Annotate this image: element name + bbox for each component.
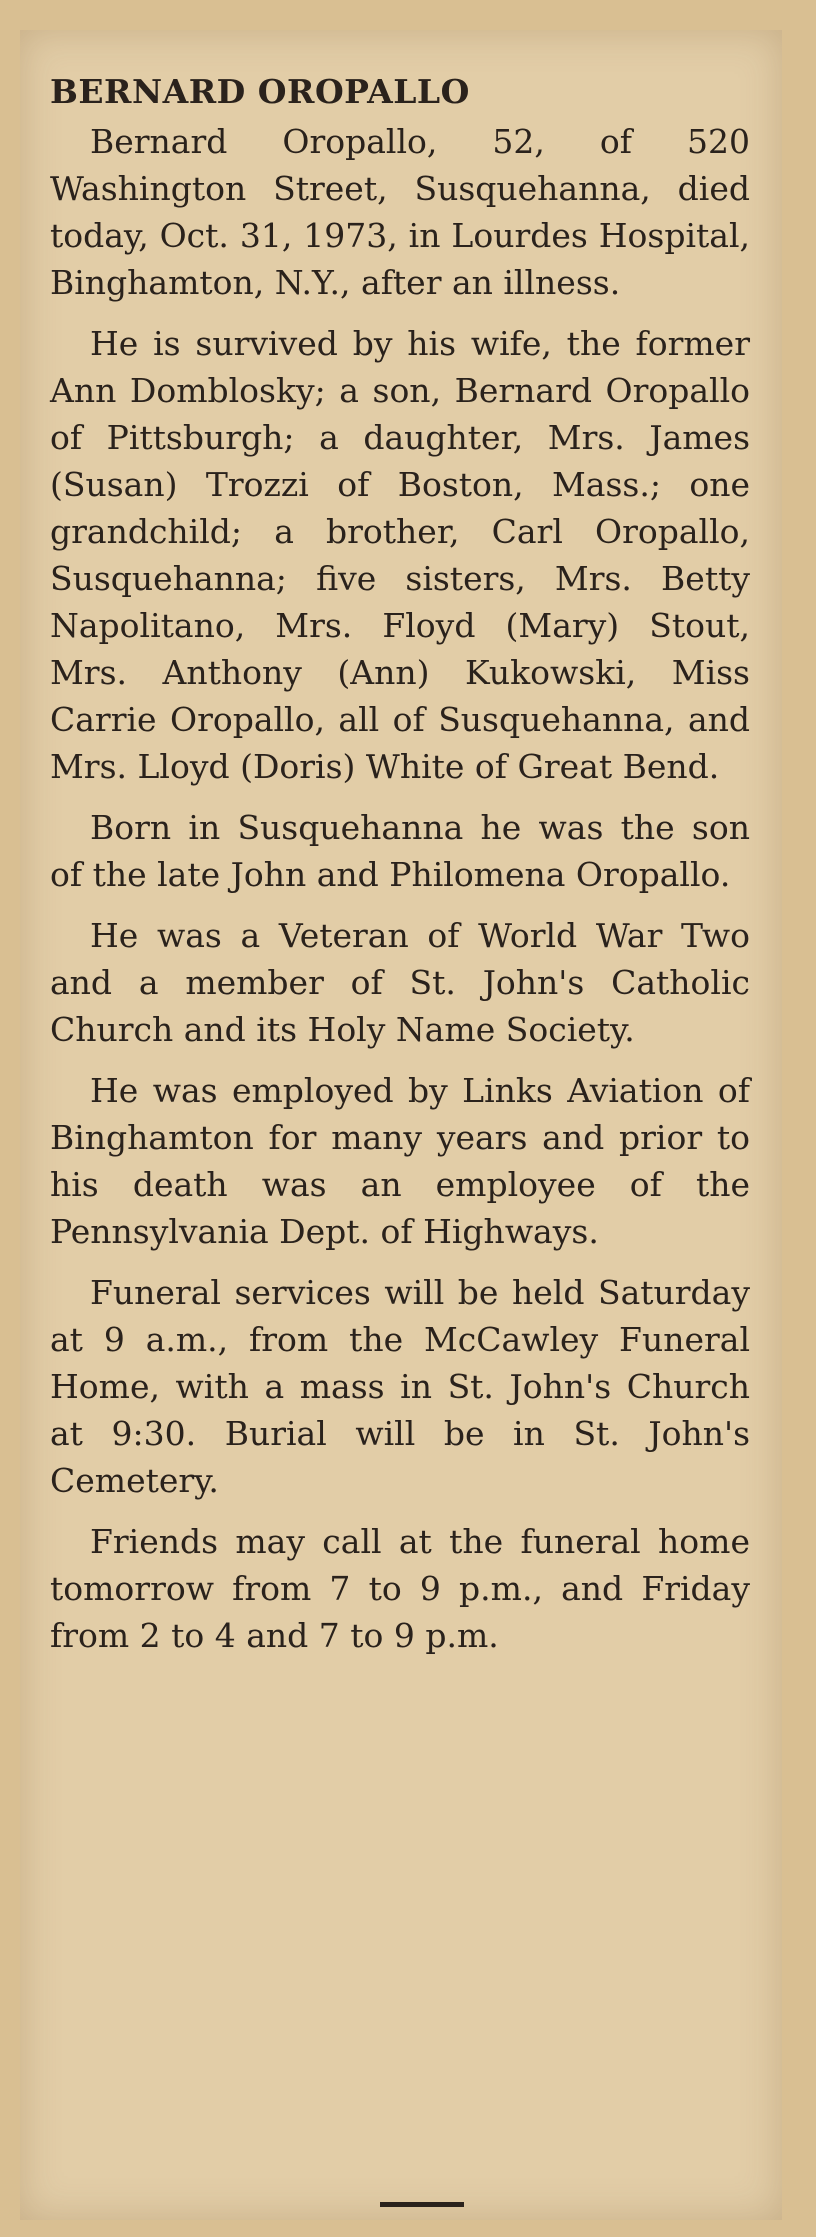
paragraph-death-notice: Bernard Oropallo, 52, of 520 Washington Street, Susquehanna, died today, Oct. 31, 1973, in Lourdes Hospital, Binghamton, N.Y., after an illness. — [50, 122, 750, 302]
paragraph-survivors: He is survived by his wife, the former Ann Domblosky; a son, Bernard Oropallo of Pittsburgh; a daughter, Mrs. James (Susan) Trozzi of Boston, Mass.; one grandchild; a brother, Carl Oropallo, Susquehanna; five sisters, Mrs. Betty Napolitano, Mrs. Floyd (Mary) Stout, Mrs. Anthony (Ann) Kukowski, Miss Carrie Oropallo, all of Susquehanna, and Mrs. Lloyd (Doris) White of Great Bend. — [50, 324, 750, 786]
paragraph-birth: Born in Susquehanna he was the son of the late John and Philomena Oropallo. — [50, 808, 750, 894]
end-rule — [380, 2202, 464, 2207]
paragraph-visitation: Friends may call at the funeral home tomorrow from 7 to 9 p.m., and Friday from 2 to 4 and 7 to 9 p.m. — [50, 1522, 750, 1655]
paragraph-employment: He was employed by Links Aviation of Binghamton for many years and prior to his death was an employee of the Pennsylvania Dept. of Highways. — [50, 1071, 750, 1251]
paragraph-service: He was a Veteran of World War Two and a member of St. John's Catholic Church and its Holy Name Society. — [50, 916, 750, 1049]
obituary-headline: BERNARD OROPALLO — [50, 72, 470, 111]
obituary-article — [50, 66, 750, 1659]
paragraph-funeral: Funeral services will be held Saturday at 9 a.m., from the McCawley Funeral Home, with a mass in St. John's Church at 9:30. Burial will be in St. John's Cemetery. — [50, 1273, 750, 1500]
